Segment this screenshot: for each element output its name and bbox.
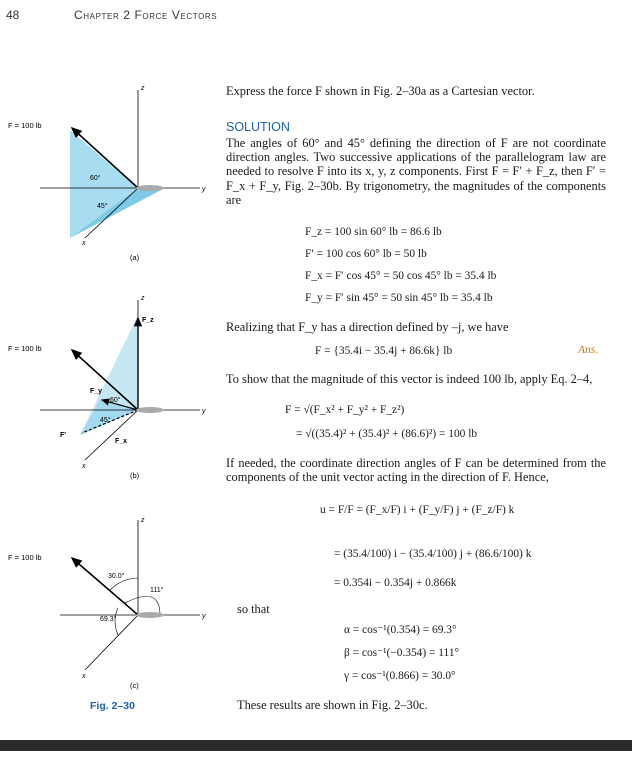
- bottom-bar: [0, 740, 632, 751]
- final-text: These results are shown in Fig. 2–30c.: [237, 698, 428, 712]
- so-that: so that: [237, 602, 270, 616]
- vector-equation: F = {35.4i − 35.4j + 86.6k} lb: [315, 345, 453, 357]
- para-3: To show that the magnitude of this vector is indeed 100 lb, apply Eq. 2–4,: [226, 372, 593, 386]
- eq-fz: F_z = 100 sin 60° lb = 86.6 lb: [305, 226, 442, 238]
- label-fy-b: F_y: [90, 388, 103, 395]
- beta-eq: β = cos⁻¹(−0.354) = 111°: [344, 647, 460, 659]
- figure-a: [8, 85, 206, 262]
- axis-z-a: z: [141, 85, 145, 92]
- page-number: 48: [6, 8, 20, 22]
- label-fprime-b: F′: [60, 432, 66, 439]
- figure-caption: Fig. 2–30: [90, 700, 135, 712]
- label-60-a: 60°: [90, 175, 101, 182]
- magnitude-eq-1: F = √(F_x² + F_y² + F_z²): [285, 404, 405, 416]
- eq-fy: F_y = F′ sin 45° = 50 sin 45° lb = 35.4 lb: [305, 292, 493, 304]
- label-fx-b: F_x: [115, 438, 128, 445]
- label-c: (c): [130, 681, 139, 690]
- axis-x-a: x: [82, 240, 86, 247]
- chapter-header: Chapter 2 Force Vectors: [74, 8, 218, 22]
- eq-fx: F_x = F′ cos 45° = 50 cos 45° lb = 35.4 lb: [305, 270, 497, 282]
- label-45-b: 45°: [100, 417, 111, 424]
- eq-fprime: F′ = 100 cos 60° lb = 50 lb: [305, 248, 427, 260]
- axis-z-b: z: [141, 295, 145, 302]
- unit-vector-eq-2: = (35.4/100) i − (35.4/100) j + (86.6/100) k: [334, 548, 532, 560]
- label-111-c: 111°: [150, 587, 164, 594]
- label-force-c: F = 100 lb: [8, 553, 42, 562]
- label-fz-b: F_z: [142, 317, 154, 324]
- answer-label: Ans.: [578, 344, 599, 356]
- axis-z-c: z: [141, 517, 145, 524]
- axis-x-c: x: [82, 673, 86, 680]
- label-force-a: F = 100 lb: [8, 121, 42, 130]
- magnitude-eq-2: = √((35.4)² + (35.4)² + (86.6)²) = 100 lb: [296, 428, 478, 440]
- label-a: (a): [130, 253, 140, 262]
- para-4: If needed, the coordinate direction angles of F can be determined from the components of the unit vector acting in the direction of F. Hence,: [226, 456, 606, 485]
- figure-2-30: [0, 60, 215, 760]
- label-60-b: 60°: [110, 397, 121, 404]
- intro-text: Express the force F shown in Fig. 2–30a as a Cartesian vector.: [226, 84, 535, 98]
- para-1: The angles of 60° and 45° defining the direction of F are not coordinate direction angles. Two successive applications of the parallelogram law are needed to resolve F into its x, y, z components. First F = F′ + F_z, then F′ = F_x + F_y, Fig. 2–30b. By trigonometry, the magnitudes of the components are: [226, 136, 606, 207]
- figure-b: [8, 295, 206, 480]
- axis-x-b: x: [82, 463, 86, 470]
- axis-y-b: y: [202, 408, 206, 415]
- label-69-c: 69.3°: [100, 616, 117, 623]
- label-45-a: 45°: [97, 203, 108, 210]
- label-force-b: F = 100 lb: [8, 344, 42, 353]
- figure-c: [8, 517, 206, 690]
- solution-title: SOLUTION: [226, 120, 290, 134]
- axis-y-a: y: [202, 186, 206, 193]
- label-30-c: 30.0°: [108, 573, 125, 580]
- alpha-eq: α = cos⁻¹(0.354) = 69.3°: [344, 624, 457, 636]
- unit-vector-eq-3: = 0.354i − 0.354j + 0.866k: [334, 577, 457, 589]
- para-2: Realizing that F_y has a direction defined by –j, we have: [226, 320, 509, 334]
- axis-y-c: y: [202, 613, 206, 620]
- label-b: (b): [130, 471, 140, 480]
- unit-vector-eq-1: u = F/F = (F_x/F) i + (F_y/F) j + (F_z/F) k: [320, 504, 515, 516]
- gamma-eq: γ = cos⁻¹(0.866) = 30.0°: [344, 670, 456, 682]
